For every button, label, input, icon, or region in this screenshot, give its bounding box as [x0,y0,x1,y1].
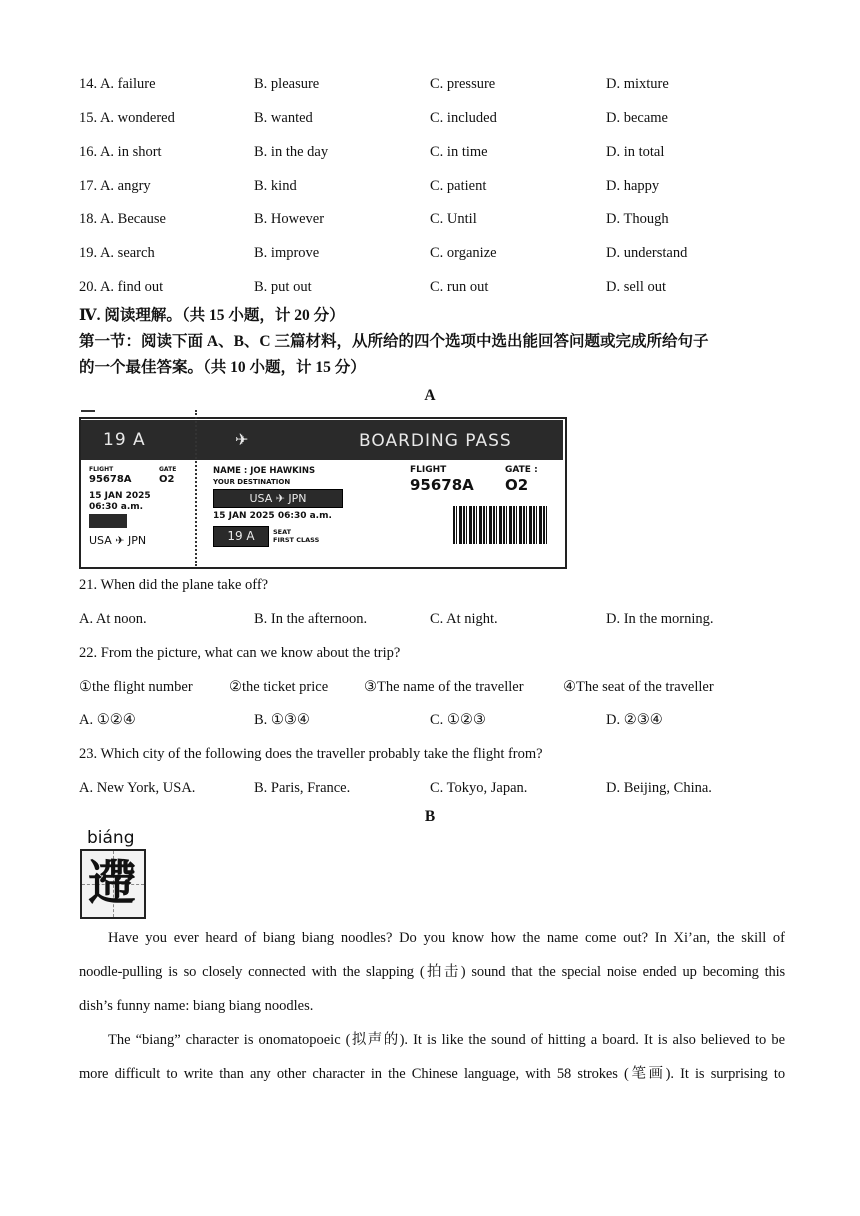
passage-b-text [79,921,785,1091]
biang-character-image [80,849,146,919]
header-seat: 19 A [103,430,146,450]
option-text: D. sell out [606,279,667,295]
q21-option-b: B. In the afternoon. [254,611,368,627]
option-text: 15. A. wondered [79,110,175,126]
option-text: 17. A. angry [79,178,151,194]
barcode [453,506,549,544]
q21-option-d: D. In the morning. [606,611,714,627]
q23-option-a: A. New York, USA. [79,780,196,796]
paragraph-line: more difficult to write than any other character in the Chinese language, with 58 strokes (笔画). It is surprising to [79,1066,785,1082]
paragraph-line: The “biang” character is onomatopoeic (拟声的). It is like the sound of hitting a board. It is also believed to be [108,1032,785,1048]
option-text: B. improve [254,245,320,261]
destination-label: YOUR DESTINATION [213,478,291,486]
corner-mark [81,410,95,412]
subsection-instructions-line1: 第一节：阅读下面 A、B、C 三篇材料，从所给的四个选项中选出能回答问题或完成所给句子 [79,333,709,350]
q22-item-4: ④The seat of the traveller [563,679,714,695]
option-text: C. in time [430,144,488,160]
option-text: C. run out [430,279,489,295]
question-22-stem: 22. From the picture, what can we know about the trip? [79,645,401,661]
plane-icon: ✈ [235,430,249,449]
option-text: B. in the day [254,144,329,160]
tear-line [195,410,197,566]
gate-number: O2 [505,476,529,494]
boarding-pass-title: BOARDING PASS [359,431,512,451]
passenger-name: NAME : JOE HAWKINS [213,466,316,476]
option-text: 14. A. failure [79,76,156,92]
option-text: D. became [606,110,668,126]
q21-option-c: C. At night. [430,611,498,627]
section-title: Ⅳ. 阅读理解。（共 15 小题，计 20 分） [79,307,345,324]
q22-option-a: A. ①②④ [79,712,136,728]
option-text: D. Though [606,211,669,227]
seat-label: SEAT [273,528,292,536]
option-text: 19. A. search [79,245,155,261]
option-text: D. understand [606,245,688,261]
option-text: 18. A. Because [79,211,166,227]
class-label: FIRST CLASS [273,536,320,544]
question-21-stem: 21. When did the plane take off? [79,577,269,593]
question-23-stem: 23. Which city of the following does the traveller probably take the flight from? [79,746,543,762]
q22-item-1: ①the flight number [79,679,193,695]
seat-box: 19 A [213,526,269,547]
stub-time: 06:30 a.m. [89,502,144,512]
biang-character: 遰 [88,855,137,911]
option-text: B. wanted [254,110,313,126]
option-text: C. patient [430,178,487,194]
stub-gate: O2 [159,474,175,485]
option-text: B. kind [254,178,297,194]
q22-option-b: B. ①③④ [254,712,310,728]
option-text: D. mixture [606,76,669,92]
option-text: B. However [254,211,325,227]
q23-option-c: C. Tokyo, Japan. [430,780,528,796]
passage-a-label: A [424,387,436,404]
option-text: 16. A. in short [79,144,162,160]
passage-b-label: B [424,808,436,825]
option-text: C. organize [430,245,497,261]
option-text: B. put out [254,279,312,295]
date-time: 15 JAN 2025 06:30 a.m. [213,511,332,521]
stub-dark-block [89,514,127,528]
q23-option-d: D. Beijing, China. [606,780,712,796]
paragraph-line: dish’s funny name: biang biang noodles. [79,998,314,1014]
q21-option-a: A. At noon. [79,611,147,627]
subsection-instructions-line2: 的一个最佳答案。（共 10 小题，计 15 分） [79,359,366,376]
gate-label: GATE : [505,465,538,475]
stub-gate-label: GATE [159,466,177,473]
option-text: D. happy [606,178,660,194]
boarding-pass-image [79,410,565,566]
q22-item-3: ③The name of the traveller [364,679,524,695]
stub-route: USA ✈ JPN [89,534,147,547]
paragraph-line: noodle-pulling is so closely connected with the slapping (拍击) sound that the special noise ended up becoming this [79,964,785,980]
flight-number: 95678A [410,476,474,494]
route-box: USA ✈ JPN [213,489,343,508]
stub-flight: 95678A [89,474,132,485]
stub-date: 15 JAN 2025 [89,491,151,501]
flight-label: FLIGHT [410,465,447,475]
option-text: C. Until [430,211,477,227]
biang-pinyin: biáng [87,828,135,848]
q22-option-c: C. ①②③ [430,712,486,728]
stub-flight-label: FLIGHT [89,466,114,473]
option-text: D. in total [606,144,665,160]
option-text: C. pressure [430,76,496,92]
paragraph-line: Have you ever heard of biang biang noodles? Do you know how the name come out? In Xi’an, the skill of [108,930,785,946]
option-text: B. pleasure [254,76,320,92]
q23-option-b: B. Paris, France. [254,780,351,796]
q22-option-d: D. ②③④ [606,712,663,728]
option-text: C. included [430,110,497,126]
option-text: 20. A. find out [79,279,164,295]
q22-item-2: ②the ticket price [229,679,329,695]
